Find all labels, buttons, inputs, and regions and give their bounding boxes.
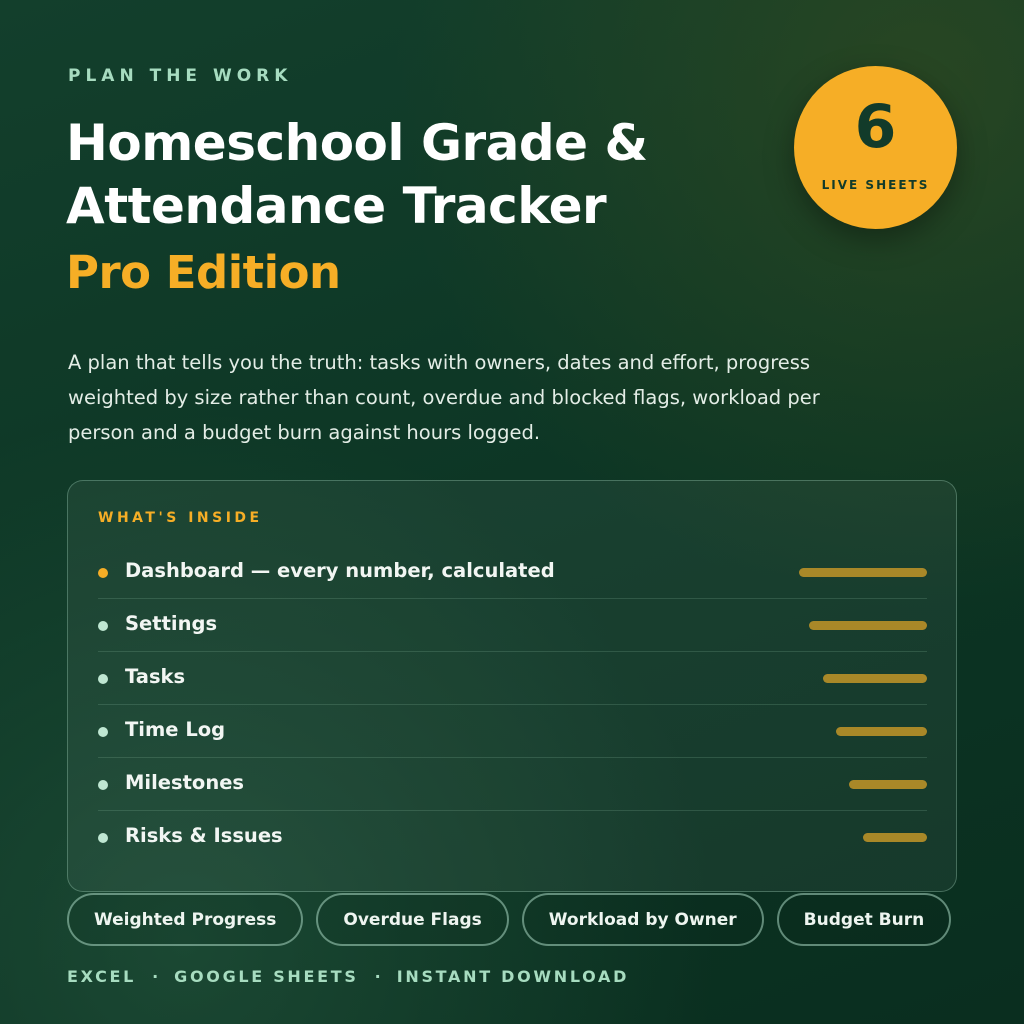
list-item — [98, 652, 927, 705]
accent-bar — [836, 727, 927, 736]
list-item — [98, 705, 927, 758]
title-line-2: Attendance Tracker — [66, 177, 607, 235]
eyebrow-label: PLAN THE WORK — [68, 66, 293, 86]
list-item-label: Risks & Issues — [125, 824, 283, 847]
footer-instant-download: INSTANT DOWNLOAD — [396, 967, 630, 986]
bullet-dot-icon — [98, 833, 108, 843]
whats-inside-panel — [67, 480, 957, 892]
accent-bar — [849, 780, 927, 789]
bullet-dot-icon — [98, 727, 108, 737]
footer-google-sheets: GOOGLE SHEETS — [174, 967, 359, 986]
edition-title: Pro Edition — [66, 246, 341, 299]
bullet-dot-icon — [98, 568, 108, 578]
bullet-dot-icon — [98, 674, 108, 684]
bullet-dot-icon — [98, 780, 108, 790]
footer-separator: · — [374, 967, 381, 986]
chip-overdue-flags: Overdue Flags — [316, 893, 508, 946]
contents-list — [98, 546, 927, 864]
footer-excel: EXCEL — [67, 967, 137, 986]
list-item-label: Dashboard — every number, calculated — [125, 559, 555, 582]
accent-bar — [799, 568, 927, 577]
sheet-count-label: LIVE SHEETS — [821, 178, 930, 192]
sheet-count-badge — [794, 66, 957, 229]
footer-separator: · — [152, 967, 159, 986]
list-item-label: Time Log — [125, 718, 226, 741]
accent-bar — [809, 621, 927, 630]
list-item — [98, 811, 927, 864]
panel-title: WHAT'S INSIDE — [98, 510, 263, 526]
chip-budget-burn: Budget Burn — [777, 893, 952, 946]
list-item-label: Tasks — [125, 665, 186, 688]
accent-bar — [823, 674, 927, 683]
list-item-label: Milestones — [125, 771, 245, 794]
title-line-1: Homeschool Grade & — [66, 114, 648, 172]
chip-weighted-progress: Weighted Progress — [67, 893, 303, 946]
description: A plan that tells you the truth: tasks with owners, dates and effort, progress weighted by size rather than count, overdue and blocked flags, workload per person and a budget burn against hours logged. — [68, 351, 820, 444]
format-footer — [67, 967, 629, 986]
chip-workload-by-owner: Workload by Owner — [522, 893, 764, 946]
feature-chips — [67, 893, 951, 946]
sheet-count-number: 6 — [854, 92, 897, 162]
list-item — [98, 758, 927, 811]
list-item — [98, 599, 927, 652]
bullet-dot-icon — [98, 621, 108, 631]
list-item — [98, 546, 927, 599]
page-title — [66, 112, 766, 238]
list-item-label: Settings — [125, 612, 218, 635]
accent-bar — [863, 833, 927, 842]
